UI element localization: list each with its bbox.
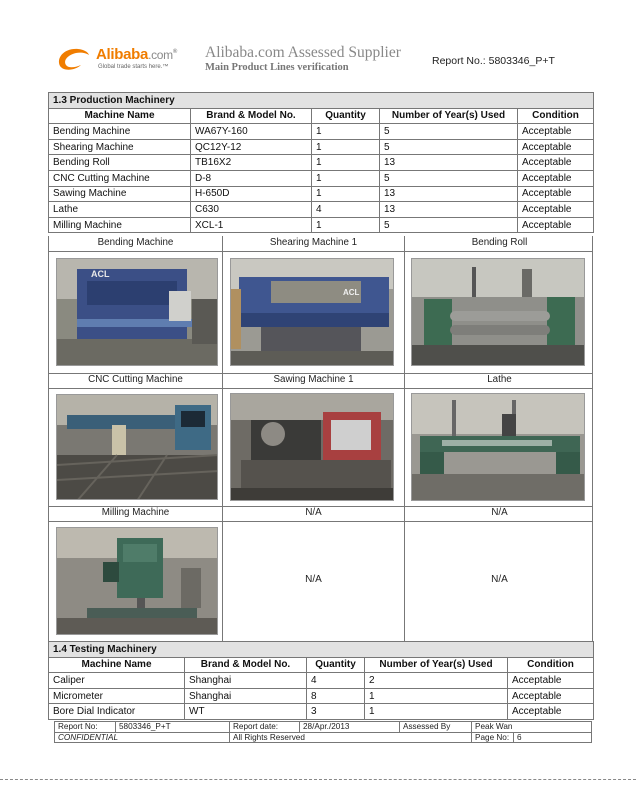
cell: Sawing Machine xyxy=(49,186,191,202)
report-subtitle: Main Product Lines verification xyxy=(205,62,349,73)
cell: 5 xyxy=(380,170,518,186)
cell: 1 xyxy=(312,186,380,202)
alibaba-smile-icon xyxy=(54,44,94,74)
bending-machine-photo xyxy=(56,258,218,366)
cell: TB16X2 xyxy=(191,155,312,171)
svg-text:a: a xyxy=(67,55,74,67)
cnc-cutting-machine-photo xyxy=(56,394,218,500)
cell: Bending Machine xyxy=(49,124,191,140)
svg-text:ACL: ACL xyxy=(343,288,360,297)
table-row xyxy=(49,186,594,202)
table-row xyxy=(49,170,594,186)
footer-page-no-label: Page No: xyxy=(475,733,510,742)
photo-caption: Shearing Machine 1 xyxy=(269,237,358,248)
footer-page-no-value: 6 xyxy=(517,733,522,742)
photo-caption: Bending Machine xyxy=(97,237,174,248)
logo-word: Alibaba xyxy=(96,46,149,63)
logo-registered: ® xyxy=(172,49,178,55)
cell: Acceptable xyxy=(518,139,594,155)
table-header-row xyxy=(49,108,594,124)
cell: Acceptable xyxy=(518,124,594,140)
table-row xyxy=(49,139,594,155)
footer-report-date-label: Report date: xyxy=(233,722,279,731)
table-row xyxy=(49,217,594,233)
report-number: Report No.: 5803346_P+T xyxy=(432,55,555,67)
col-years-used: Number of Year(s) Used xyxy=(380,108,518,124)
cell: 13 xyxy=(380,155,518,171)
cell: CNC Cutting Machine xyxy=(49,170,191,186)
table-row xyxy=(49,704,594,720)
cell: Micrometer xyxy=(49,688,185,704)
production-section-title: 1.3 Production Machinery xyxy=(49,93,594,109)
cell: Acceptable xyxy=(508,673,594,689)
cell: QC12Y-12 xyxy=(191,139,312,155)
table-header-row xyxy=(49,657,594,673)
testing-machinery-table xyxy=(48,641,594,720)
photo-caption: Sawing Machine 1 xyxy=(273,374,354,385)
cell: 4 xyxy=(312,202,380,218)
photo-caption: Milling Machine xyxy=(101,507,170,518)
photo-caption: Lathe xyxy=(487,374,512,385)
cell: Bore Dial Indicator xyxy=(49,704,185,720)
cell: Acceptable xyxy=(518,217,594,233)
cell: 4 xyxy=(307,673,365,689)
bending-roll-photo xyxy=(411,258,585,366)
report-header xyxy=(0,0,636,90)
na-placeholder: N/A xyxy=(305,574,322,585)
shearing-machine-photo xyxy=(230,258,394,366)
machinery-photo-grid xyxy=(48,236,593,642)
col-years-used: Number of Year(s) Used xyxy=(365,657,508,673)
production-machinery-table xyxy=(48,92,594,233)
cell: WA67Y-160 xyxy=(191,124,312,140)
cell: 1 xyxy=(312,217,380,233)
cell: 1 xyxy=(312,139,380,155)
cell: Shearing Machine xyxy=(49,139,191,155)
col-brand-model: Brand & Model No. xyxy=(185,657,307,673)
cell: C630 xyxy=(191,202,312,218)
logo-com: .com xyxy=(148,48,173,62)
cell: Acceptable xyxy=(508,688,594,704)
cell: WT xyxy=(185,704,307,720)
footer-confidential: CONFIDENTIAL xyxy=(58,733,119,742)
cell: H-650D xyxy=(191,186,312,202)
na-placeholder: N/A xyxy=(491,574,508,585)
col-condition: Condition xyxy=(508,657,594,673)
cell: 5 xyxy=(380,139,518,155)
report-title: Alibaba.com Assessed Supplier xyxy=(205,44,401,61)
footer-report-no-label: Report No: xyxy=(58,722,98,731)
section-header-row xyxy=(49,642,594,658)
cell: Shanghai xyxy=(185,673,307,689)
cell: Acceptable xyxy=(518,186,594,202)
table-row xyxy=(49,202,594,218)
col-machine-name: Machine Name xyxy=(49,108,191,124)
footer-rights: All Rights Reserved xyxy=(233,733,305,742)
photo-caption: N/A xyxy=(491,507,508,518)
table-row xyxy=(49,673,594,689)
table-row xyxy=(49,124,594,140)
col-quantity: Quantity xyxy=(307,657,365,673)
cell: 5 xyxy=(380,124,518,140)
cell: 13 xyxy=(380,202,518,218)
cell: 8 xyxy=(307,688,365,704)
report-footer xyxy=(54,721,592,743)
photo-caption: CNC Cutting Machine xyxy=(88,374,183,385)
cell: 3 xyxy=(307,704,365,720)
cell: Acceptable xyxy=(508,704,594,720)
col-machine-name: Machine Name xyxy=(49,657,185,673)
cell: 1 xyxy=(365,704,508,720)
cell: Bending Roll xyxy=(49,155,191,171)
table-row xyxy=(49,155,594,171)
table-row xyxy=(49,688,594,704)
cell: Milling Machine xyxy=(49,217,191,233)
footer-assessed-by-label: Assessed By xyxy=(403,722,451,731)
testing-section-title: 1.4 Testing Machinery xyxy=(49,642,594,658)
sawing-machine-photo xyxy=(230,393,394,501)
milling-machine-photo xyxy=(56,527,218,635)
col-quantity: Quantity xyxy=(312,108,380,124)
cell: 13 xyxy=(380,186,518,202)
cell: 5 xyxy=(380,217,518,233)
cell: XCL-1 xyxy=(191,217,312,233)
section-header-row xyxy=(49,93,594,109)
cell: Acceptable xyxy=(518,202,594,218)
cell: Lathe xyxy=(49,202,191,218)
svg-text:ACL: ACL xyxy=(91,269,110,279)
col-condition: Condition xyxy=(518,108,594,124)
lathe-photo xyxy=(411,393,585,501)
cell: Caliper xyxy=(49,673,185,689)
cell: 1 xyxy=(365,688,508,704)
footer-assessed-by-value: Peak Wan xyxy=(475,722,513,731)
photo-caption: Bending Roll xyxy=(471,237,528,248)
col-brand-model: Brand & Model No. xyxy=(191,108,312,124)
alibaba-logo xyxy=(54,44,194,78)
cell: 1 xyxy=(312,124,380,140)
photo-caption: N/A xyxy=(305,507,322,518)
cell: Shanghai xyxy=(185,688,307,704)
footer-report-no-value: 5803346_P+T xyxy=(119,722,171,731)
cell: Acceptable xyxy=(518,155,594,171)
logo-tagline: Global trade starts here.™ xyxy=(98,64,169,70)
cell: 2 xyxy=(365,673,508,689)
page-break-divider xyxy=(0,779,636,780)
cell: 1 xyxy=(312,170,380,186)
cell: 1 xyxy=(312,155,380,171)
footer-report-date-value: 28/Apr./2013 xyxy=(303,722,350,731)
cell: D-8 xyxy=(191,170,312,186)
cell: Acceptable xyxy=(518,170,594,186)
